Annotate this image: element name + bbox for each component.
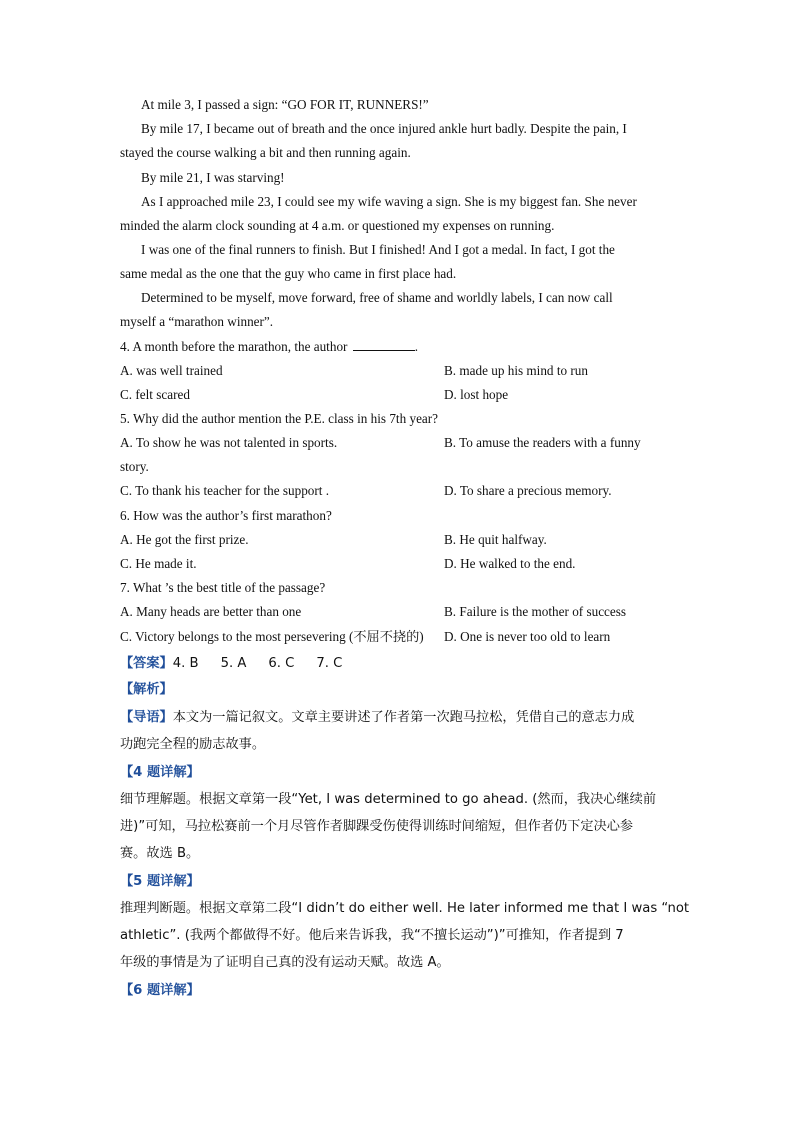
guide-label: 【导语】 [120, 710, 173, 725]
answer-item: 4. B [172, 656, 199, 671]
answer-blank [353, 338, 415, 351]
option-c: C. He made it. [120, 556, 197, 571]
explanation-line: 细节理解题。根据文章第一段“Yet, I was determined to go ahead. (然而，我决心继续前 [120, 792, 657, 807]
question-4-stem: 4. A month before the marathon, the author . [120, 339, 419, 354]
option-b: B. He quit halfway. [444, 532, 547, 547]
q5-explanation-label: 【5 题详解】 [120, 874, 200, 889]
explanation-line: 进)”可知，马拉松赛前一个月尽管作者脚踝受伤使得训练时间缩短，但作者仍下定决心参 [120, 819, 634, 834]
option-a: A. To show he was not talented in sports. [120, 435, 338, 450]
answer-item: 7. C [316, 656, 343, 671]
explanation-line: 推理判断题。根据文章第二段“I didn’t do either well. He later informed me that I was “not [120, 901, 690, 916]
option-c: C. felt scared [120, 387, 190, 402]
answer-item: 6. C [268, 656, 295, 671]
option-b-continued: story. [120, 459, 149, 474]
passage-line: At mile 3, I passed a sign: “GO FOR IT, RUNNERS!” [141, 97, 429, 112]
option-b: B. To amuse the readers with a funny [444, 435, 641, 450]
option-d: D. One is never too old to learn [444, 629, 611, 644]
explanation-line: athletic”. (我两个都做得不好。他后来告诉我，我“不擅长运动”)”可推知，作者提到 7 [120, 928, 624, 943]
passage-line: By mile 21, I was starving! [141, 170, 285, 185]
analysis-label: 【解析】 [120, 682, 173, 697]
explanation-line: 赛。故选 B。 [120, 846, 200, 861]
passage-line: minded the alarm clock sounding at 4 a.m. or questioned my expenses on running. [120, 218, 555, 233]
option-a: A. was well trained [120, 363, 223, 378]
q6-explanation-label: 【6 题详解】 [120, 983, 200, 998]
answer-label: 【答案】 [120, 656, 173, 671]
option-c: C. Victory belongs to the most persevering (不屈不挠的) [120, 629, 424, 644]
passage-line: myself a “marathon winner”. [120, 314, 274, 329]
option-b: B. Failure is the mother of success [444, 604, 627, 619]
question-5-stem: 5. Why did the author mention the P.E. class in his 7th year? [120, 411, 439, 426]
question-7-stem: 7. What ’s the best title of the passage? [120, 580, 326, 595]
passage-line: As I approached mile 23, I could see my wife waving a sign. She is my biggest fan. She never [141, 194, 637, 209]
option-b: B. made up his mind to run [444, 363, 588, 378]
passage-line: same medal as the one that the guy who came in first place had. [120, 266, 457, 281]
option-a: A. He got the first prize. [120, 532, 249, 547]
passage-line: I was one of the final runners to finish. But I finished! And I got a medal. In fact, I got the [141, 242, 615, 257]
passage-line: Determined to be myself, move forward, free of shame and worldly labels, I can now call [141, 290, 613, 305]
q4-explanation-label: 【4 题详解】 [120, 765, 200, 780]
answer-key [120, 655, 364, 673]
guide-line: 功跑完全程的励志故事。 [120, 737, 266, 752]
question-6-stem: 6. How was the author’s first marathon? [120, 508, 332, 523]
option-d: D. lost hope [444, 387, 509, 402]
option-d: D. To share a precious memory. [444, 483, 612, 498]
guide-line: 【导语】本文为一篇记叙文。文章主要讲述了作者第一次跑马拉松，凭借自己的意志力成 [120, 710, 635, 725]
option-c: C. To thank his teacher for the support . [120, 483, 330, 498]
answer-item: 5. A [220, 656, 247, 671]
passage-line: stayed the course walking a bit and then running again. [120, 145, 411, 160]
option-d: D. He walked to the end. [444, 556, 576, 571]
explanation-line: 年级的事情是为了证明自己真的没有运动天赋。故选 A。 [120, 955, 450, 970]
passage-line: By mile 17, I became out of breath and the once injured ankle hurt badly. Despite the pain, I [141, 121, 627, 136]
option-a: A. Many heads are better than one [120, 604, 302, 619]
